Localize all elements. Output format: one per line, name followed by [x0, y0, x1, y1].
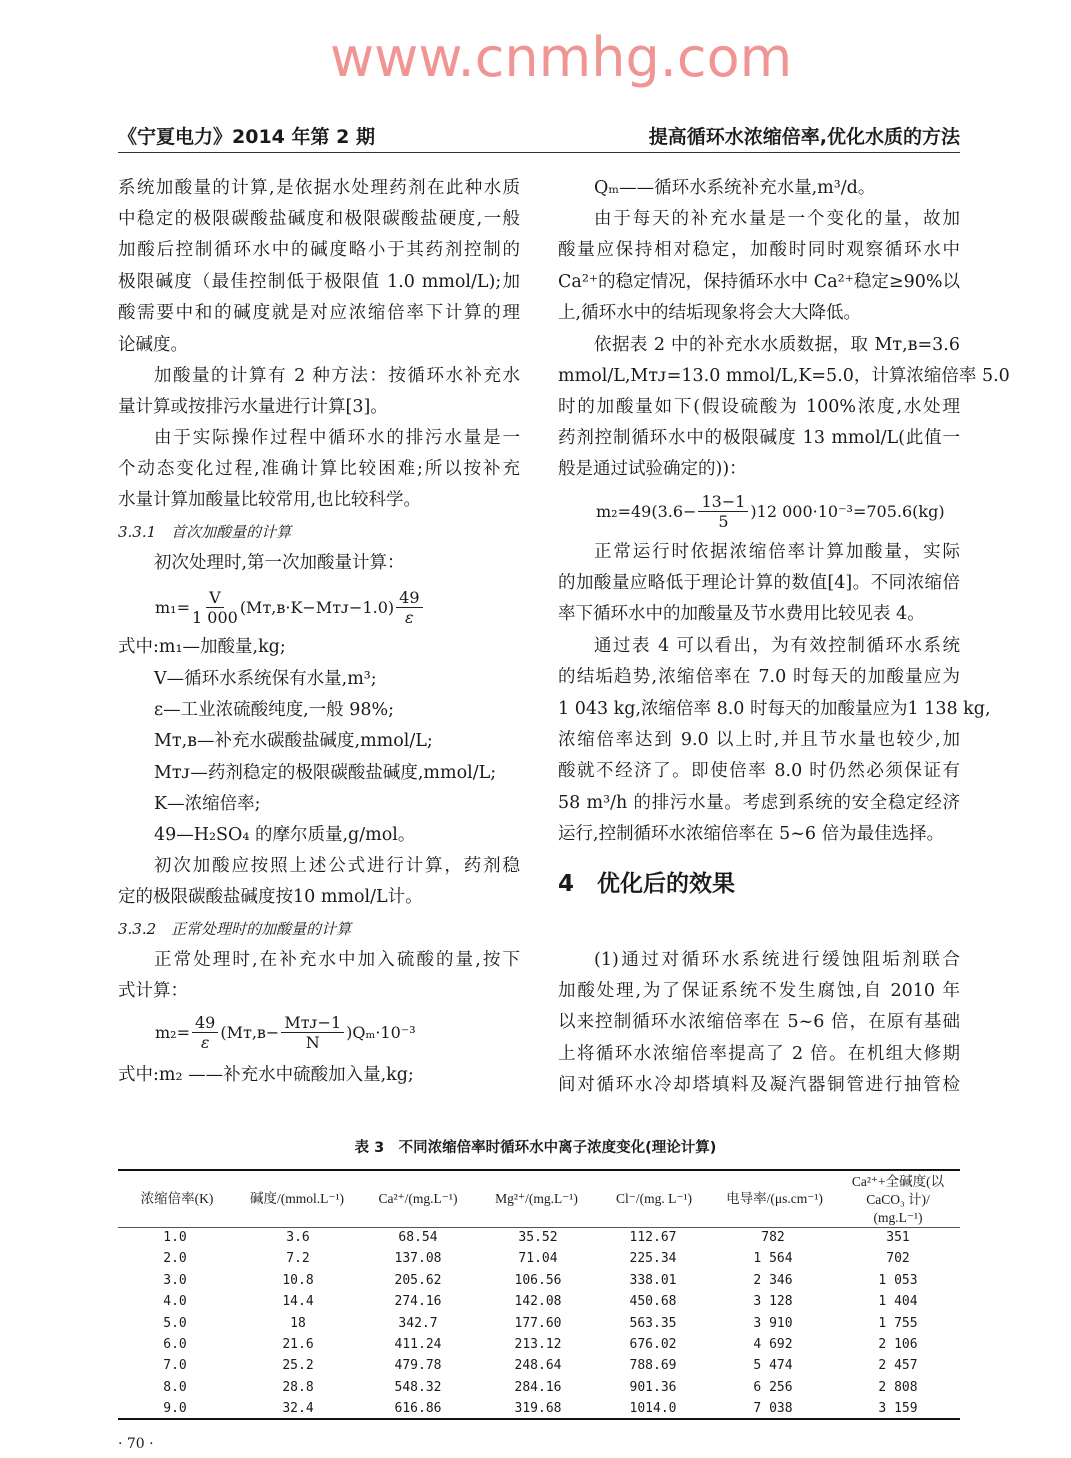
table-cell: 18 — [290, 1315, 306, 1331]
formula-term: (Mᴛ,ʙ− — [220, 1023, 280, 1042]
text-line: Mᴛ,ʙ—补充水碳酸盐碱度,mmol/L; — [154, 731, 433, 751]
table-cell: 1 755 — [878, 1315, 918, 1331]
text-line: 58 m³/h 的排污水量。考虑到系统的安全稳定经济 — [558, 793, 960, 813]
table-header-col-ca-alk: Ca²⁺+全碱度(以 — [851, 1174, 945, 1189]
table-cell: 8.0 — [163, 1379, 187, 1395]
table-cell: 35.52 — [518, 1230, 558, 1245]
watermark: www.cnmhg.com — [330, 26, 793, 89]
denominator: ε — [200, 1033, 210, 1052]
table-header-col-mg: Mg²⁺/(mg.L⁻¹) — [495, 1191, 578, 1206]
table-cell: 782 — [761, 1230, 785, 1245]
table-cell: 319.68 — [514, 1401, 562, 1417]
text-line: 式中:m₁—加酸量,kg; — [118, 637, 286, 657]
text-line: 加酸后控制循环水中的碱度略小于其药剂控制的 — [118, 240, 520, 260]
text-line: 式计算： — [118, 981, 188, 1001]
text-line: 通过表 4 可以看出，为有效控制循环水系统 — [594, 636, 960, 656]
table-cell: 411.24 — [394, 1337, 442, 1352]
formula-example — [596, 492, 945, 531]
numerator: Mᴛᴊ−1 — [281, 1013, 344, 1033]
table-bottom-rule — [118, 1418, 960, 1420]
text-line: 定的极限碳酸盐碱度按10 mmol/L计。 — [118, 887, 423, 907]
table-cell: 68.54 — [398, 1230, 438, 1245]
formula-initial-acid — [155, 588, 425, 627]
text-line: V—循环水系统保有水量,m³; — [154, 669, 377, 689]
table-cell: 676.02 — [629, 1337, 677, 1352]
table-cell: 137.08 — [394, 1251, 442, 1267]
table-cell: 548.32 — [394, 1379, 442, 1395]
table-cell: 248.64 — [514, 1358, 562, 1374]
table-top-rule — [118, 1169, 960, 1171]
table-header-col-ca-alk: (mg.L⁻¹) — [873, 1210, 923, 1225]
table-cell: 28.8 — [282, 1379, 314, 1395]
subsection-heading: 3.3.2 正常处理时的加酸量的计算 — [118, 920, 352, 938]
table-cell: 450.68 — [629, 1294, 677, 1310]
fraction — [192, 588, 238, 627]
table-cell: 25.2 — [282, 1358, 314, 1374]
table-cell: 71.04 — [518, 1251, 558, 1267]
fraction — [192, 1013, 218, 1052]
text-line: 量计算或按排污水量进行计算[3]。 — [118, 397, 388, 417]
text-line: 极限碱度（最佳控制低于极限值 1.0 mmol/L);加 — [118, 272, 520, 292]
table-header-col-ratio: 浓缩倍率(K) — [140, 1191, 214, 1206]
formula-term: (Mᴛ,ʙ·K−Mᴛᴊ−1.0) — [239, 598, 395, 617]
table-cell: 10.8 — [282, 1272, 314, 1288]
formula-lhs: m₂= — [155, 1023, 190, 1042]
text-line: 水量计算加酸量比较常用,也比较科学。 — [118, 490, 422, 510]
text-line: 间对循环水冷却塔填料及凝汽器铜管进行抽管检 — [558, 1075, 960, 1095]
text-line: 酸需要中和的碱度就是对应浓缩倍率下计算的理 — [118, 303, 520, 323]
table-header-col-conductivity: 电导率/(μs.cm⁻¹) — [726, 1191, 823, 1206]
table-cell: 14.4 — [282, 1294, 314, 1310]
table-cell: 274.16 — [394, 1294, 442, 1310]
journal-header: 《宁夏电力》2014 年第 2 期 — [118, 126, 375, 148]
text-line: Qₘ——循环水系统补充水量,m³/d。 — [594, 178, 876, 198]
table-cell: 1 404 — [878, 1294, 918, 1310]
table-cell: 563.35 — [629, 1315, 677, 1331]
table-cell: 3.0 — [163, 1272, 187, 1288]
table-cell: 702 — [886, 1251, 910, 1267]
text-line: 般是通过试验确定的))： — [558, 459, 747, 479]
text-line: ε—工业浓硫酸纯度,一般 98%; — [154, 700, 394, 720]
numerator: 13−1 — [698, 492, 748, 512]
table-header-col-ca-alk: CaCO₃ 计)/ — [866, 1192, 930, 1207]
table-header-col-alkalinity: 碱度/(mmol.L⁻¹) — [249, 1191, 345, 1206]
table-cell: 7.2 — [286, 1251, 310, 1267]
table-cell: 6.0 — [163, 1337, 187, 1352]
table-cell: 9.0 — [163, 1401, 187, 1417]
formula-lhs: m₁= — [155, 598, 190, 617]
table-cell: 3 159 — [878, 1401, 918, 1417]
text-line: 浓缩倍率达到 9.0 以上时,并且节水量也较少,加 — [558, 730, 960, 750]
table-cell: 2 346 — [753, 1272, 793, 1288]
table-cell: 7 038 — [753, 1401, 793, 1417]
table-cell: 21.6 — [282, 1337, 314, 1352]
text-line: Mᴛᴊ—药剂稳定的极限碳酸盐碱度,mmol/L; — [154, 763, 497, 783]
text-line: 由于实际操作过程中循环水的排污水量是一 — [154, 428, 520, 448]
text-line: 以来控制循环水浓缩倍率在 5~6 倍，在原有基础 — [558, 1012, 960, 1032]
text-line: 的结垢趋势,浓缩倍率在 7.0 时每天的加酸量应为 — [558, 667, 960, 687]
header-rule — [118, 152, 960, 153]
table-cell: 2 457 — [878, 1358, 918, 1374]
text-line: 依据表 2 中的补充水水质数据，取 Mᴛ,ʙ=3.6 — [594, 335, 960, 355]
text-line: 正常运行时依据浓缩倍率计算加酸量，实际 — [594, 542, 960, 562]
table-cell: 4 692 — [753, 1337, 793, 1352]
table-cell: 3 910 — [753, 1315, 793, 1331]
text-line: 正常处理时,在补充水中加入硫酸的量,按下 — [154, 950, 520, 970]
text-line: 时的加酸量如下(假设硫酸为 100%浓度,水处理 — [558, 397, 960, 417]
table-cell: 32.4 — [282, 1401, 314, 1417]
table-cell: 205.62 — [394, 1272, 442, 1288]
text-line: Ca²⁺的稳定情况，保持循环水中 Ca²⁺稳定≥90%以 — [558, 272, 960, 292]
table-cell: 2 808 — [878, 1379, 918, 1395]
formula-term: )12 000·10⁻³=705.6(kg) — [750, 502, 945, 521]
numerator: 49 — [192, 1013, 218, 1033]
text-line: K—浓缩倍率; — [154, 794, 261, 814]
text-line: (1)通过对循环水系统进行缓蚀阻垢剂联合 — [594, 950, 960, 970]
text-line: 中稳定的极限碳酸盐碱度和极限碳酸盐硬度,一般 — [118, 209, 520, 229]
text-line: 酸就不经济了。即使倍率 8.0 时仍然必须保证有 — [558, 761, 960, 781]
section-heading: 4 优化后的效果 — [558, 871, 736, 897]
text-line: 药剂控制循环水中的极限碱度 13 mmol/L(此值一 — [558, 428, 960, 448]
text-line: 加酸处理,为了保证系统不发生腐蚀,自 2010 年 — [558, 981, 960, 1001]
fraction — [281, 1013, 344, 1052]
table-cell: 1.0 — [163, 1230, 187, 1245]
table-header-col-cl: Cl⁻/(mg. L⁻¹) — [615, 1191, 693, 1206]
table-cell: 225.34 — [629, 1251, 677, 1267]
numerator: 49 — [396, 588, 422, 608]
text-line: 49—H₂SO₄ 的摩尔质量,g/mol。 — [154, 825, 416, 845]
text-line: 论碱度。 — [118, 335, 188, 355]
table-cell: 284.16 — [514, 1379, 562, 1395]
table-cell: 7.0 — [163, 1358, 187, 1374]
table-cell: 3.6 — [286, 1230, 310, 1245]
formula-term: )Qₘ·10⁻³ — [346, 1023, 416, 1042]
text-line: 率下循环水中的加酸量及节水费用比较见表 4。 — [558, 604, 925, 624]
formula-lhs: m₂=49(3.6− — [596, 502, 697, 521]
formula-normal-acid — [155, 1013, 416, 1052]
table-cell: 338.01 — [629, 1272, 677, 1288]
text-line: 酸量应保持相对稳定，加酸时同时观察循环水中 — [558, 240, 960, 260]
text-line: 初次处理时,第一次加酸量计算： — [154, 553, 405, 573]
table-cell: 106.56 — [514, 1272, 562, 1288]
table-cell: 1014.0 — [629, 1401, 677, 1417]
subsection-heading: 3.3.1 首次加酸量的计算 — [118, 523, 292, 541]
table-cell: 479.78 — [394, 1358, 442, 1374]
table-header-rule — [118, 1227, 960, 1228]
text-line: 由于每天的补充水量是一个变化的量，故加 — [594, 209, 960, 229]
page-number: · 70 · — [118, 1436, 154, 1452]
denominator: 1 000 — [192, 608, 238, 627]
table-cell: 901.36 — [629, 1379, 677, 1395]
denominator: ε — [405, 608, 414, 627]
text-line: mmol/L,Mᴛᴊ=13.0 mmol/L,K=5.0，计算浓缩倍率 5.0 — [558, 366, 1010, 386]
table-cell: 6 256 — [753, 1379, 793, 1395]
text-line: 初次加酸应按照上述公式进行计算，药剂稳 — [154, 856, 520, 876]
table-header-col-ca: Ca²⁺/(mg.L⁻¹) — [378, 1191, 458, 1206]
table-cell: 788.69 — [629, 1358, 677, 1374]
table-cell: 616.86 — [394, 1401, 442, 1417]
table-cell: 4.0 — [163, 1294, 187, 1310]
table-cell: 342.7 — [398, 1315, 438, 1331]
table-cell: 213.12 — [514, 1337, 562, 1352]
table-cell: 2 106 — [878, 1337, 918, 1352]
numerator: V — [206, 588, 224, 608]
text-line: 个动态变化过程,准确计算比较困难;所以按补充 — [118, 459, 520, 479]
text-line: 加酸量的计算有 2 种方法：按循环水补充水 — [154, 366, 520, 386]
denominator: N — [305, 1033, 320, 1052]
table-cell: 5.0 — [163, 1315, 187, 1331]
text-line: 的加酸量应略低于理论计算的数值[4]。不同浓缩倍 — [558, 573, 960, 593]
text-line: 式中:m₂ ——补充水中硫酸加入量,kg; — [118, 1065, 414, 1085]
table-cell: 351 — [886, 1230, 910, 1245]
table-cell: 142.08 — [514, 1294, 562, 1310]
table-cell: 2.0 — [163, 1251, 187, 1267]
text-line: 1 043 kg,浓缩倍率 8.0 时每天的加酸量应为1 138 kg, — [558, 699, 991, 719]
fraction — [396, 588, 422, 627]
table-cell: 5 474 — [753, 1358, 793, 1374]
table-cell: 177.60 — [514, 1315, 562, 1331]
table-caption: 表 3 不同浓缩倍率时循环水中离子浓度变化(理论计算) — [354, 1140, 717, 1156]
table-cell: 1 564 — [753, 1251, 793, 1267]
table-cell: 1 053 — [878, 1272, 918, 1288]
text-line: 运行,控制循环水浓缩倍率在 5~6 倍为最佳选择。 — [558, 824, 945, 844]
text-line: 上将循环水浓缩倍率提高了 2 倍。在机组大修期 — [558, 1044, 960, 1064]
article-title-header: 提高循环水浓缩倍率,优化水质的方法 — [648, 126, 960, 148]
table-cell: 3 128 — [753, 1294, 793, 1310]
denominator: 5 — [718, 512, 729, 531]
fraction — [698, 492, 748, 531]
table-cell: 112.67 — [629, 1230, 677, 1245]
text-line: 上,循环水中的结垢现象将会大大降低。 — [558, 303, 862, 323]
text-line: 系统加酸量的计算,是依据水处理药剂在此种水质 — [118, 178, 520, 198]
